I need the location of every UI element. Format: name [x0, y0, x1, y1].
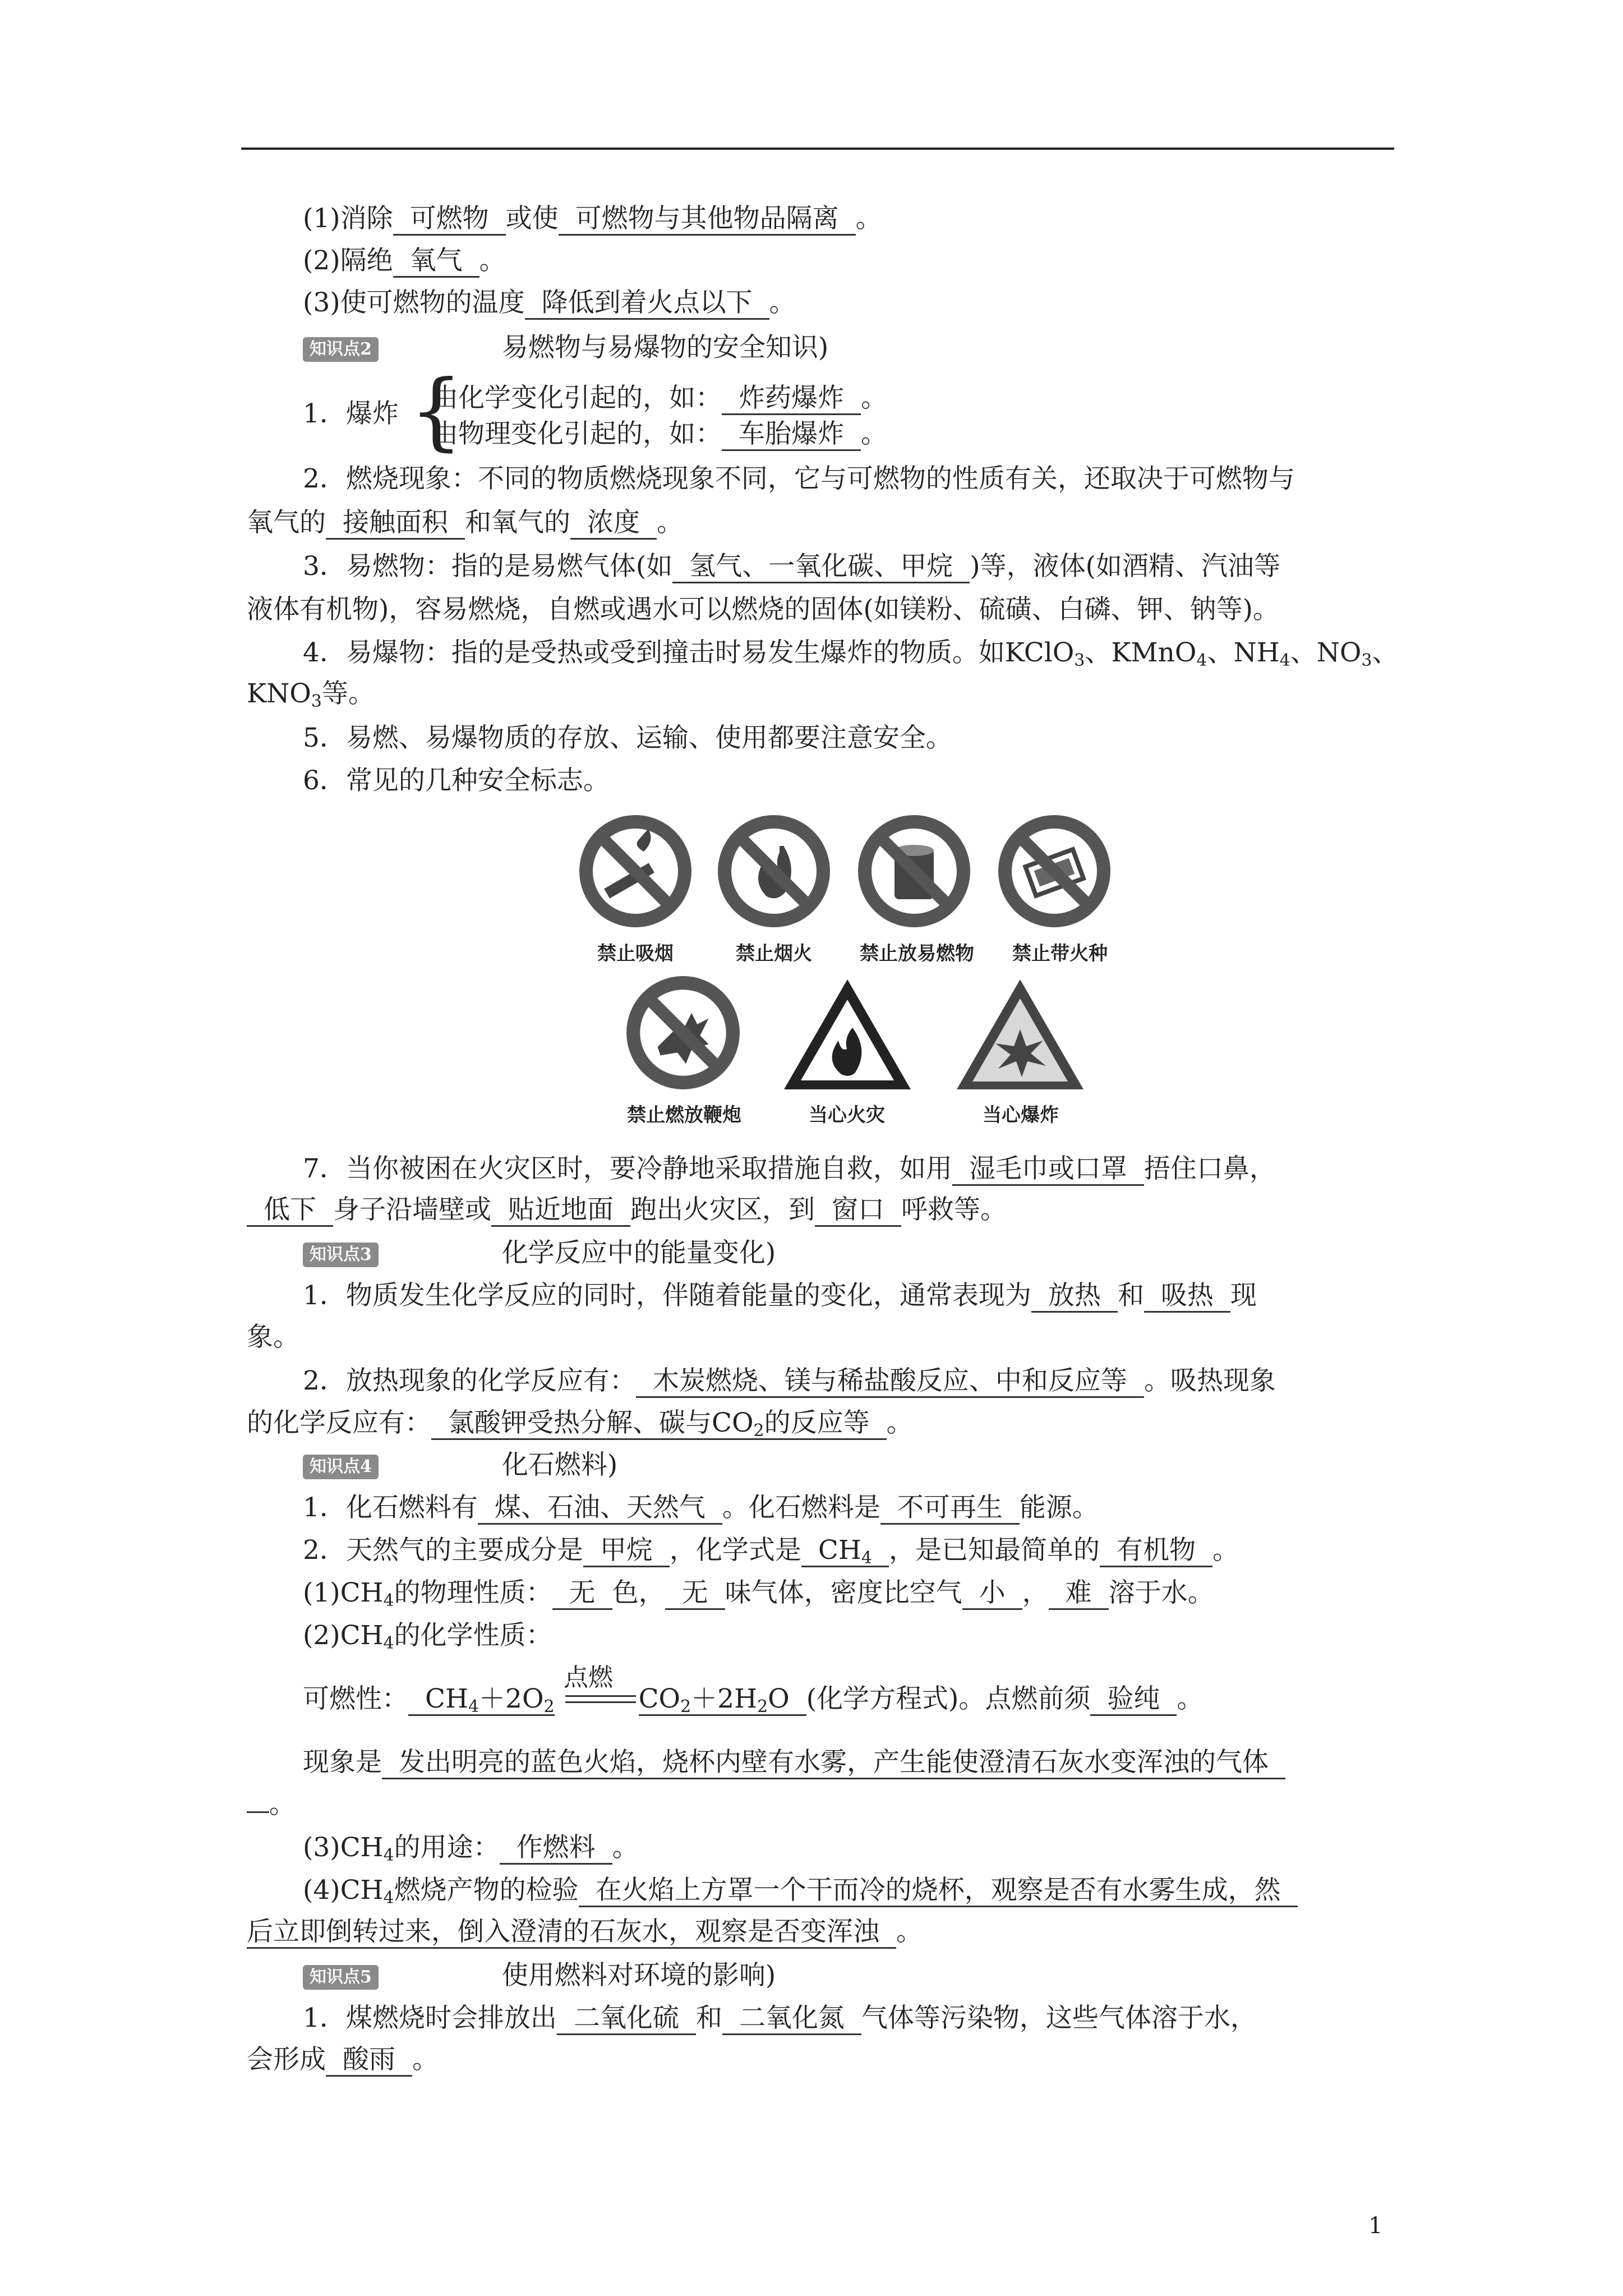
answer-blank: 煤、石油、天然气 [478, 1493, 722, 1525]
para-physical-props: $(1)CH_4$的物理性质： 无 色， 无 味气体，密度比空气 小 ， 难 溶于水。 [303, 1577, 1214, 1611]
answer-blank: 发出明亮的蓝色火焰，烧杯内壁有水雾，产生能使澄清石灰水变浑浊的气体 [382, 1747, 1285, 1779]
no-kindling-sign [995, 812, 1113, 930]
answer-blank: 有机物 [1100, 1535, 1212, 1567]
sign-caption: 禁止燃放鞭炮 [627, 1104, 741, 1126]
para-natural-gas: 2．天然气的主要成分是 甲烷 ，化学式是 $CH_4$ ，是已知最简单的 有机物 。 [303, 1535, 1239, 1568]
answer-blank: 吸热 [1144, 1281, 1230, 1313]
para-escape-2: 低下 身子沿墙壁或 贴近地面 跑出火灾区，到 窗口 呼救等。 [247, 1192, 1396, 1228]
answer-blank [247, 1811, 269, 1813]
sign-caption: 禁止烟火 [736, 942, 812, 965]
para-combustion-2: 氧气的 接触面积 和氧气的 浓度 。 [247, 505, 1396, 541]
section-title: 化学反应中的能量变化) [501, 1237, 776, 1268]
sign-caption: 当心爆炸 [983, 1104, 1059, 1126]
reaction-condition: 点燃 [564, 1663, 613, 1692]
knowledge-badge: 知识点4 [303, 1455, 379, 1479]
answer-blank: 酸雨 [326, 2045, 412, 2077]
para-phenomenon: 现象是 发出明亮的蓝色火焰，烧杯内壁有水雾，产生能使澄清石灰水变浑浊的气体 [303, 1745, 1396, 1780]
answer-blank: 二氧化氮 [722, 2003, 861, 2035]
answer-blank: 二氧化硫 [557, 2003, 696, 2035]
answer-blank: 小 [962, 1578, 1022, 1610]
knowledge-badge: 知识点3 [303, 1243, 379, 1267]
answer-blank: 无 [665, 1578, 725, 1610]
answer-blank: 窗口 [815, 1195, 901, 1227]
answer-blank: 不可再生 [880, 1493, 1020, 1525]
answer-blank: 接触面积 [326, 508, 465, 540]
answer-blank: 验纯 [1090, 1684, 1177, 1716]
para-escape-1: 7．当你被困在火灾区时，要冷静地采取措施自救，如用 湿毛巾或口罩 捂住口鼻， [303, 1151, 1396, 1187]
answer-blank: 贴近地面 [491, 1195, 630, 1227]
no-flammables-sign [855, 812, 973, 930]
section-title: 使用燃料对环境的影响) [501, 1960, 776, 1991]
answer-blank: 放热 [1031, 1281, 1118, 1313]
answer-blank: 甲烷 [583, 1535, 670, 1567]
para-products-test-2: 后立即倒转过来，倒入澄清的石灰水，观察是否变浑浊 。 [247, 1914, 1396, 1950]
para-energy-2: 象。 [247, 1322, 299, 1352]
no-firecrackers-sign [624, 973, 743, 1092]
explosion-chemical: 由化学变化引起的，如： 炸药爆炸 。 [432, 381, 887, 415]
sign-caption: 禁止带火种 [1012, 942, 1108, 965]
para-products-test-1: $(4)CH_4$燃烧产物的检验 在火焰上方罩一个干而冷的烧杯，观察是否有水雾生成，然 [303, 1872, 1396, 1908]
section-heading-k4 [303, 1447, 1396, 1483]
explosion-warning-sign [953, 976, 1087, 1094]
answer-blank: 可燃物与其他物品隔离 [559, 204, 856, 236]
line-temperature: (3)使可燃物的温度 降低到着火点以下 。 [303, 285, 1396, 321]
header-rule [241, 148, 1394, 150]
answer-blank: 可燃物 [393, 204, 506, 236]
answer-blank: $CH_4$ [801, 1535, 889, 1567]
explosion-label: 1．爆炸 [303, 398, 399, 429]
para-flammable-2: 液体有机物)，容易燃烧，自燃或遇水可以燃烧的固体(如镁粉、硫磺、白磷、钾、钠等)。 [247, 594, 1280, 625]
explosion-physical: 由物理变化引起的，如： 车胎爆炸 。 [432, 417, 887, 451]
section-title: 化石燃料) [501, 1450, 618, 1480]
brace-symbol: { [409, 362, 463, 460]
para-combustion-1: 2．燃烧现象：不同的物质燃烧现象不同，它与可燃物的性质有关，还取决于可燃物与 [303, 463, 1295, 494]
combustion-equation: 可燃性： $CH_4+2O_2$ $CO_2+2H_2O$ (化学方程式)。点燃前须 验纯 。 [303, 1683, 1204, 1717]
para-fossil: 1．化石燃料有 煤、石油、天然气 。化石燃料是 不可再生 能源。 [303, 1490, 1396, 1526]
answer-blank: 氯酸钾受热分解、碳与$CO_2$的反应等 [431, 1408, 887, 1440]
section-heading-k2 [303, 330, 1396, 366]
line-isolate: (2)隔绝 氧气 。 [303, 243, 1396, 279]
fire-warning-sign [781, 976, 914, 1094]
answer-blank: 难 [1049, 1578, 1109, 1610]
sign-caption: 当心火灾 [809, 1104, 885, 1126]
page-number: 1 [1368, 2213, 1383, 2239]
para-uses: $(3)CH_4$的用途： 作燃料 。 [303, 1832, 639, 1865]
para-energy-1: 1．物质发生化学反应的同时，伴随着能量的变化，通常表现为 放热 和 吸热 现 [303, 1278, 1396, 1314]
para-signs: 6．常见的几种安全标志。 [303, 765, 610, 796]
answer-blank: $CH_4+2O_2$ [408, 1684, 555, 1716]
para-pollution-2: 会形成 酸雨 。 [247, 2042, 1396, 2078]
answer-blank: 炸药爆炸 [722, 383, 861, 415]
para-endothermic: 的化学反应有： 氯酸钾受热分解、碳与$CO_2$的反应等 。 [247, 1407, 913, 1441]
answer-blank: 无 [552, 1578, 612, 1610]
para-storage: 5．易燃、易爆物质的存放、运输、使用都要注意安全。 [303, 723, 952, 753]
line-eliminate: (1)消除 可燃物 或使 可燃物与其他物品隔离 。 [303, 201, 1396, 237]
answer-blank: 木炭燃烧、镁与稀盐酸反应、中和反应等 [636, 1366, 1144, 1398]
sign-caption: 禁止吸烟 [597, 942, 674, 965]
answer-blank: 氢气、一氧化碳、甲烷 [672, 551, 970, 583]
para-chemical-props: $(2)CH_4$的化学性质： [303, 1620, 552, 1653]
no-smoking-sign [577, 812, 694, 930]
answer-blank: 低下 [247, 1195, 333, 1227]
answer-blank: 后立即倒转过来，倒入澄清的石灰水，观察是否变浑浊 [247, 1917, 896, 1949]
sign-caption: 禁止放易燃物 [860, 942, 974, 965]
answer-blank: 作燃料 [500, 1833, 612, 1865]
para-phenomenon-end: 。 [247, 1787, 1396, 1823]
answer-blank: 湿毛巾或口罩 [952, 1154, 1144, 1186]
knowledge-badge: 知识点5 [303, 1965, 379, 1990]
para-explosive-1: 4．易爆物：指的是受热或受到撞击时易发生爆炸的物质。如KClO$_3$、KMnO$_4$、$NH_4$、$NO_3$、 [303, 637, 1399, 670]
para-flammable-1: 3．易燃物：指的是易燃气体(如 氢气、一氧化碳、甲烷 )等，液体(如酒精、汽油等 [303, 549, 1396, 585]
para-explosive-2: $KNO_3$等。 [247, 678, 375, 711]
para-pollution-1: 1．煤燃烧时会排放出 二氧化硫 和 二氧化氮 气体等污染物，这些气体溶于水， [303, 2000, 1396, 2036]
no-open-flame-sign [715, 812, 833, 930]
answer-blank: $CO_2+2H_2O$ [639, 1684, 806, 1716]
section-heading-k3 [303, 1235, 1396, 1271]
knowledge-badge: 知识点2 [303, 337, 379, 362]
para-exothermic: 2．放热现象的化学反应有： 木炭燃烧、镁与稀盐酸反应、中和反应等 。吸热现象 [303, 1363, 1396, 1399]
answer-blank: 氧气 [393, 246, 479, 278]
answer-blank: 浓度 [570, 508, 657, 540]
section-heading-k5 [303, 1958, 1396, 1994]
answer-blank: 车胎爆炸 [722, 419, 861, 451]
answer-blank: 在火焰上方罩一个干而冷的烧杯，观察是否有水雾生成，然 [579, 1875, 1298, 1907]
section-title: 易燃物与易爆物的安全知识) [501, 332, 829, 363]
answer-blank: 降低到着火点以下 [525, 288, 769, 320]
